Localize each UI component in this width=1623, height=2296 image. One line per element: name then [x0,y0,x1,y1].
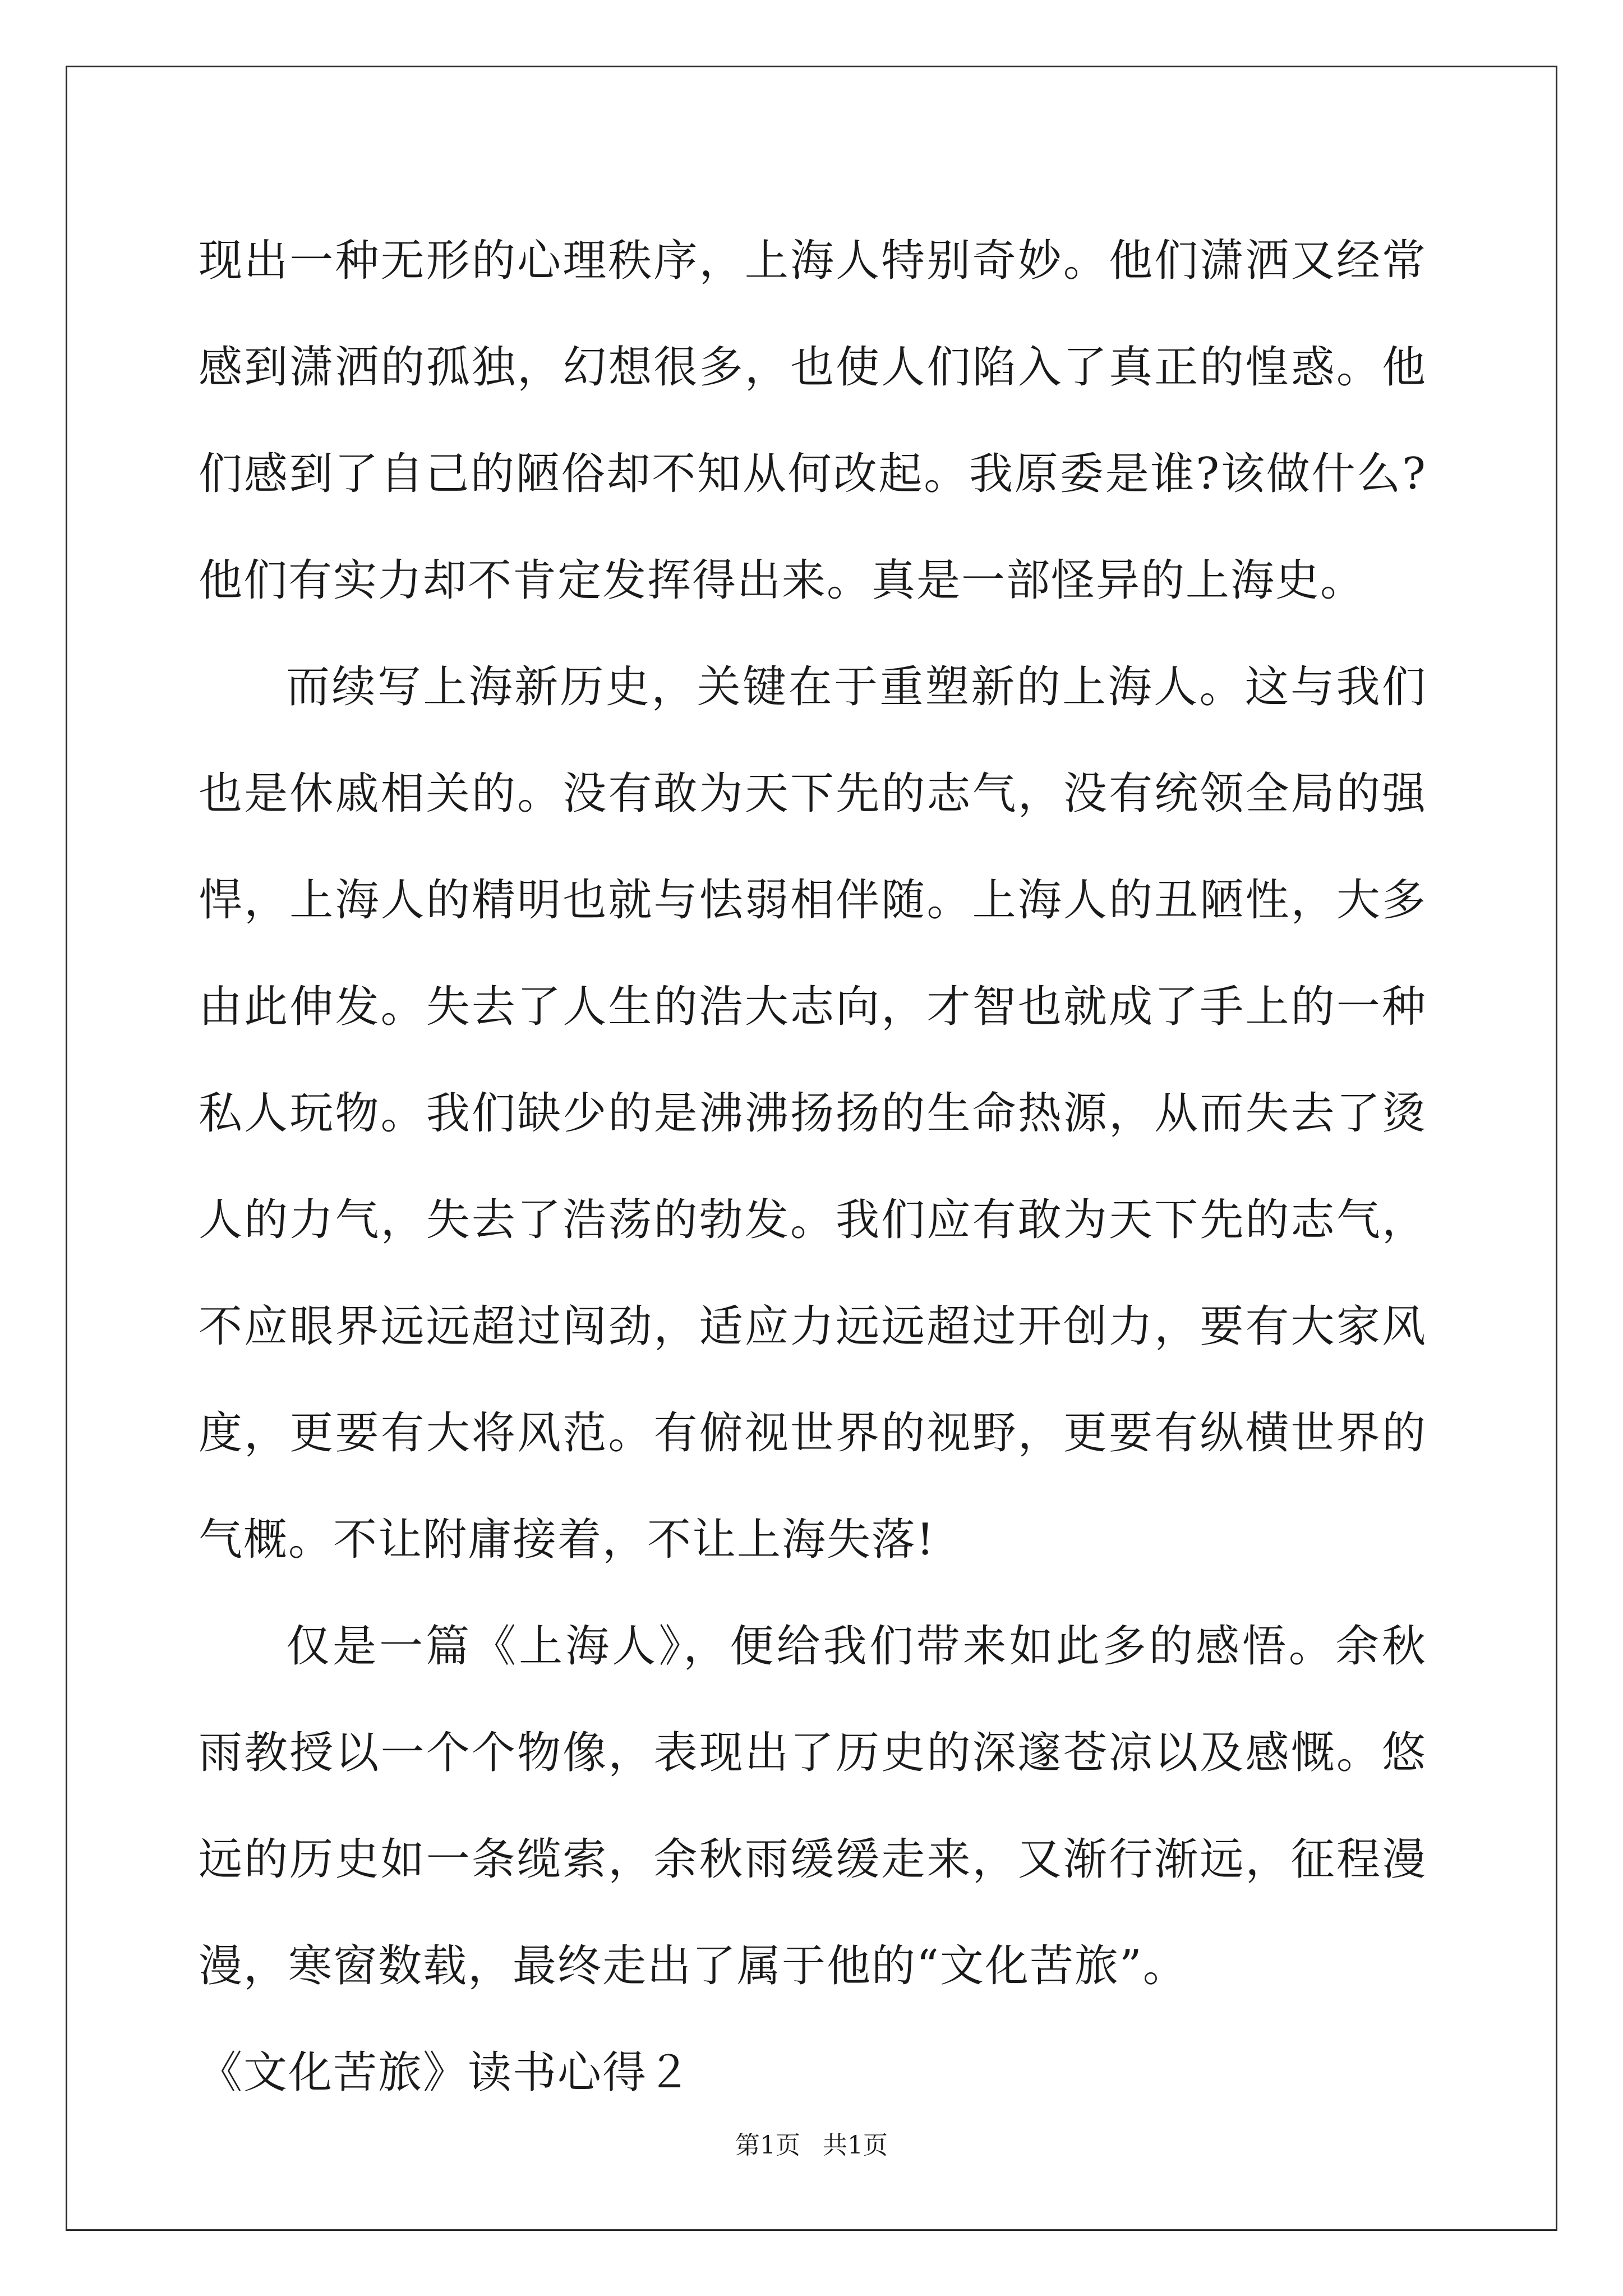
paragraph-3: 仅是一篇《上海人》，便给我们带来如此多的感悟。余秋雨教授以一个个物像，表现出了历史的深邃苍凉以及感慨。悠远的历史如一条缆索，余秋雨缓缓走来，又渐行渐远，征程漫漫，寒窗数载，最终走出了属于他的“文化苦旅”。 [199,1621,1427,1991]
section-heading: 《文化苦旅》读书心得２ [199,2047,693,2098]
page-number: 第1页 [735,2131,800,2160]
page-footer [0,2129,1623,2162]
page-total: 共1页 [823,2131,888,2160]
paragraph-2: 而续写上海新历史，关键在于重塑新的上海人。这与我们也是休戚相关的。没有敢为天下先的志气，没有统领全局的强悍，上海人的精明也就与怯弱相伴随。上海人的丑陋性，大多由此伸发。失去了人生的浩大志向，才智也就成了手上的一种私人玩物。我们缺少的是沸沸扬扬的生命热源，从而失去了烫人的力气，失去了浩荡的勃发。我们应有敢为天下先的志气，不应眼界远远超过闯劲，适应力远远超过开创力，要有大家风度，更要有大将风范。有俯视世界的视野，更要有纵横世界的气概。不让附庸接着，不让上海失落! [199,662,1427,1565]
document-body [199,208,1427,2126]
paragraph-1: 现出一种无形的心理秩序，上海人特别奇妙。他们潇洒又经常感到潇洒的孤独，幻想很多，也使人们陷入了真正的惶惑。他们感到了自己的陋俗却不知从何改起。我原委是谁?该做什么?他们有实力却不肯定发挥得出来。真是一部怪异的上海史。 [199,236,1427,606]
